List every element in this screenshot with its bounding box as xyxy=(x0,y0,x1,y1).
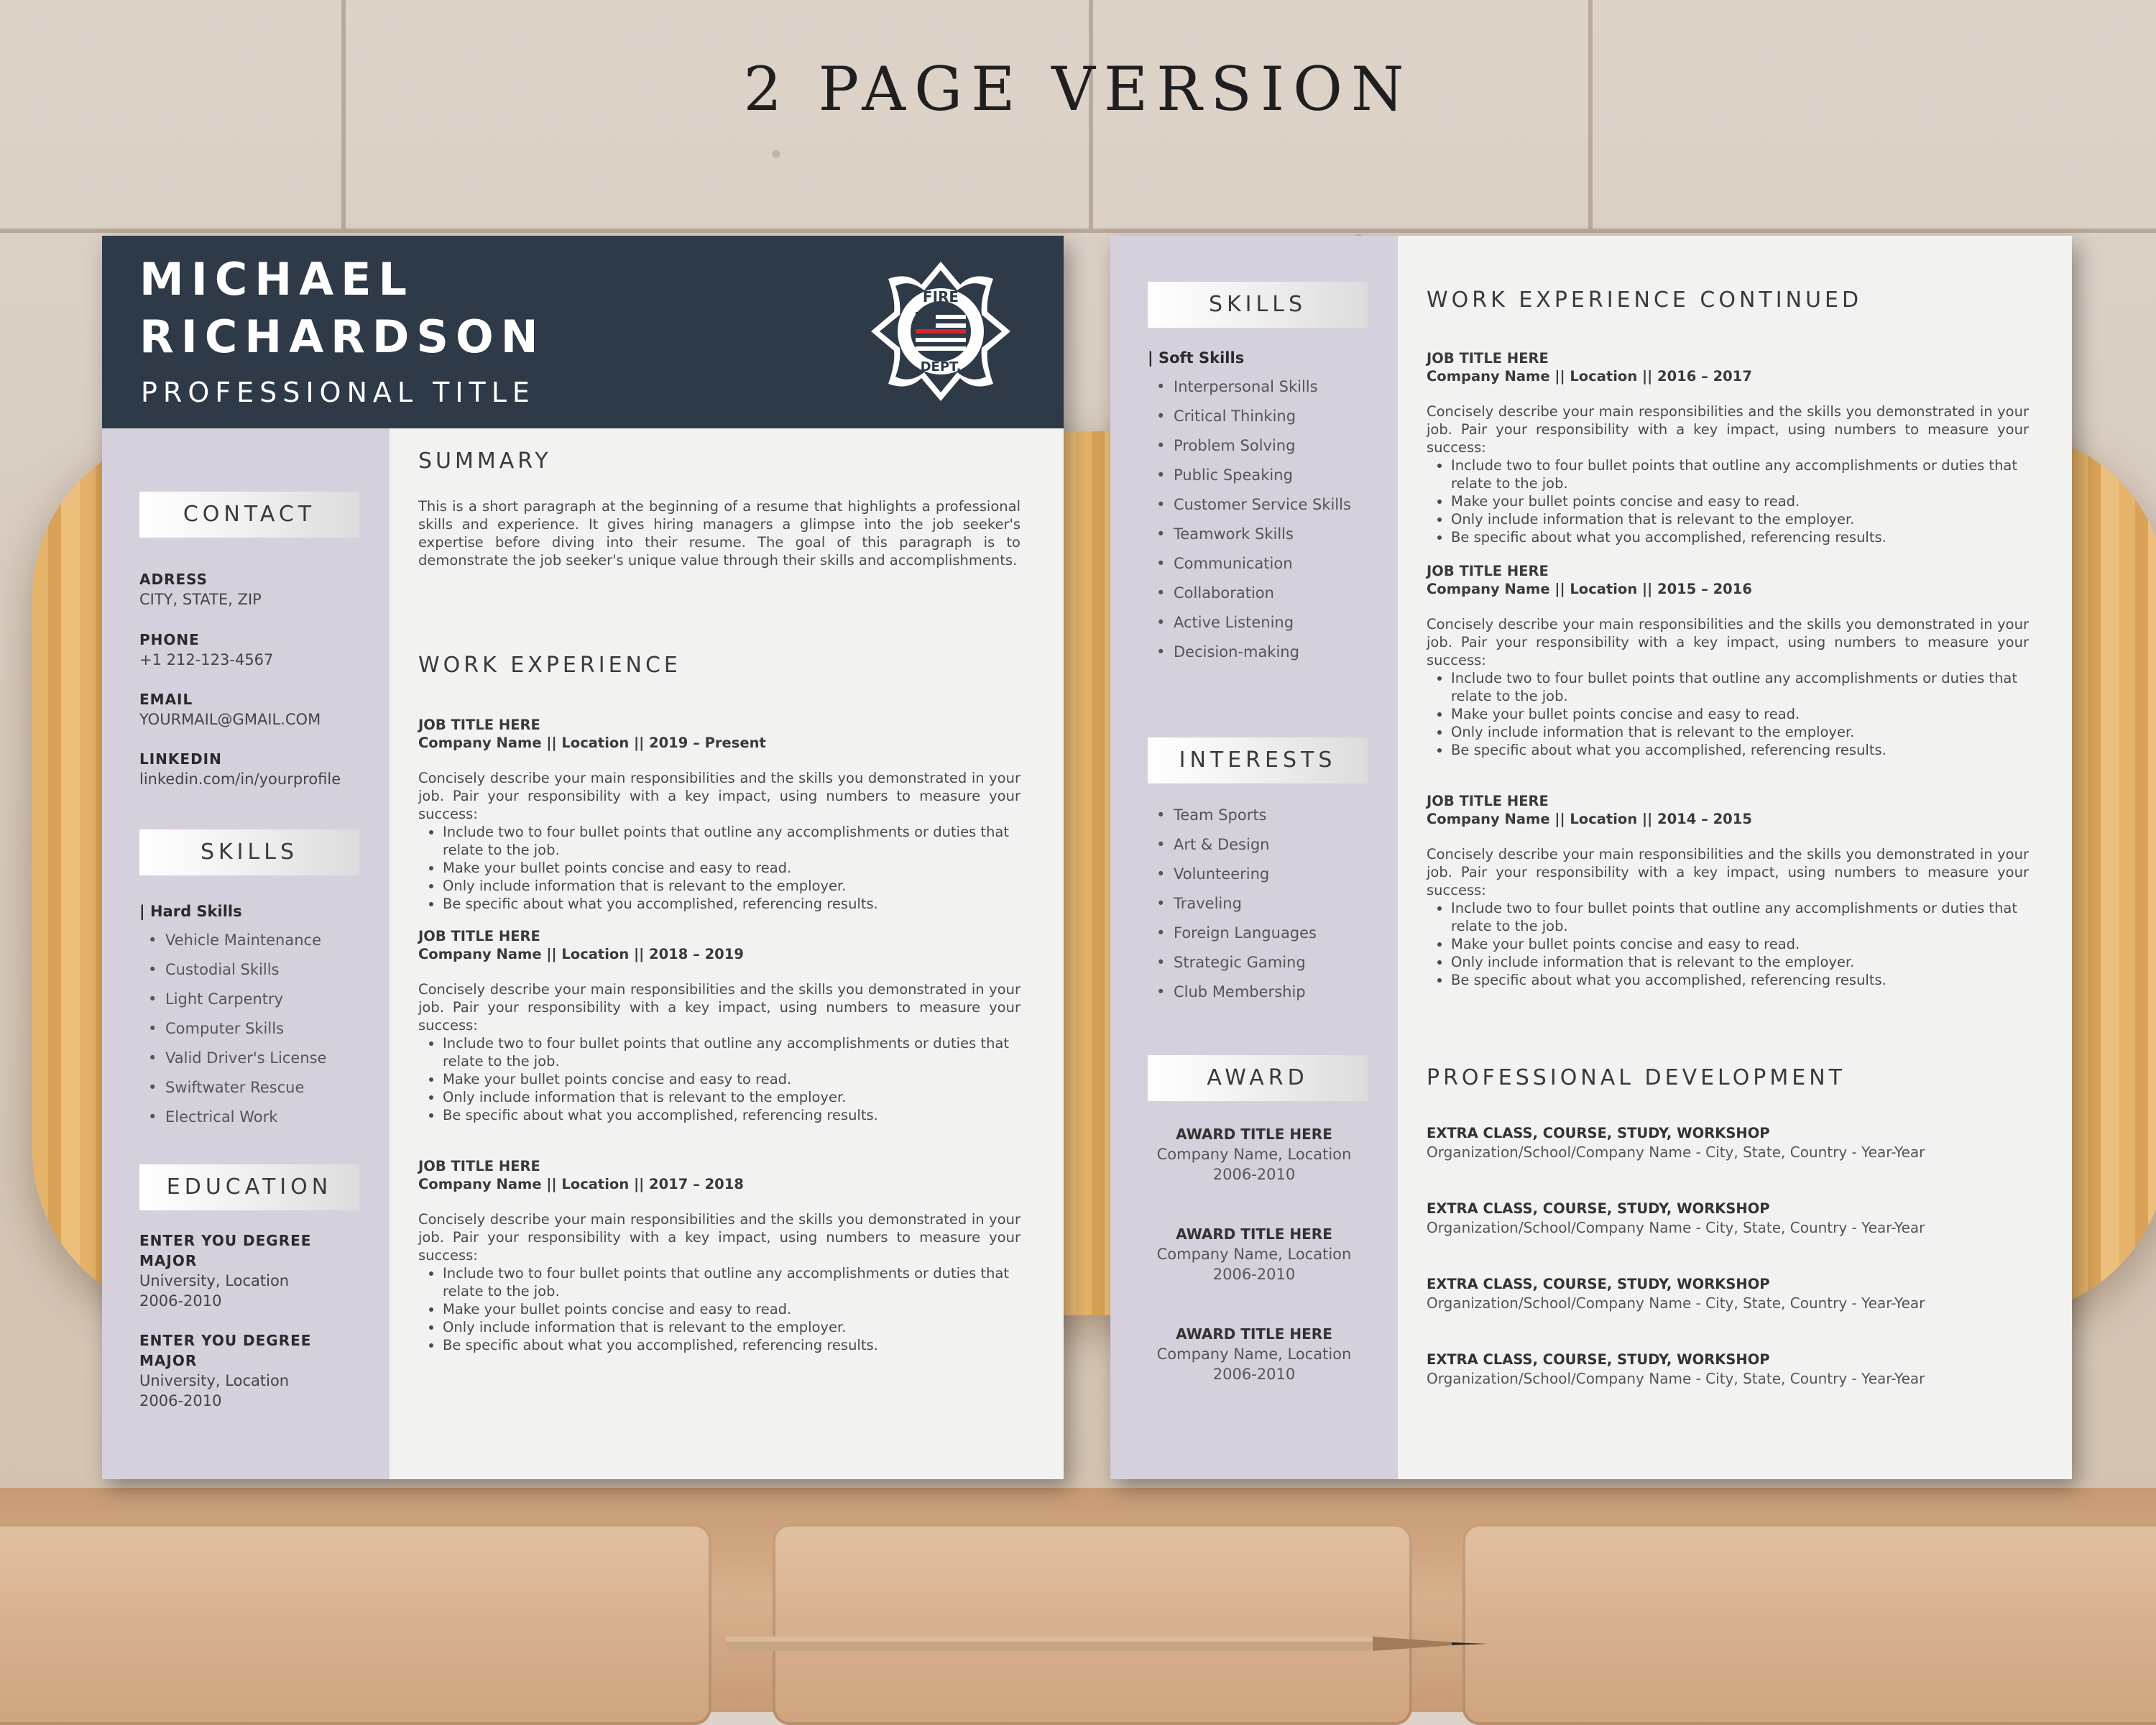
stone-floor-background xyxy=(0,1488,2156,1712)
list-item: • Foreign Languages xyxy=(1148,919,1378,948)
education-entry xyxy=(139,1230,369,1311)
education-entry xyxy=(139,1330,369,1411)
job-bullets xyxy=(418,823,1021,913)
major: MAJOR xyxy=(139,1352,198,1369)
list-item: • Include two to four bullet points that outline any accomplishments or duties that relate to the job. xyxy=(443,823,1021,859)
award-company: Company Name, Location xyxy=(1156,1146,1352,1163)
list-item: • Only include information that is relevant to the employer. xyxy=(443,1318,1021,1336)
award-entry xyxy=(1139,1324,1369,1384)
address-value: CITY, STATE, ZIP xyxy=(139,591,262,608)
work-experience-heading: WORK EXPERIENCE xyxy=(418,653,681,678)
list-item: • Include two to four bullet points that outline any accomplishments or duties that relate to the job. xyxy=(443,1264,1021,1300)
contact-address xyxy=(139,571,369,608)
list-item: • Computer Skills xyxy=(139,1014,369,1044)
years: 2006-2010 xyxy=(139,1392,222,1409)
list-item: • Make your bullet points concise and easy to read. xyxy=(1451,492,2029,510)
job-bullets xyxy=(1427,899,2029,989)
list-item: • Be specific about what you accomplished, referencing results. xyxy=(1451,528,2029,546)
job-company: Company Name || Location || 2018 – 2019 xyxy=(418,946,744,962)
list-item: • Valid Driver's License xyxy=(139,1044,369,1073)
award-entry xyxy=(1139,1224,1369,1284)
award-heading: AWARD xyxy=(1148,1055,1368,1101)
job-description: Concisely describe your main responsibilities and the skills you demonstrated in your job. Pair your responsibility with a key impact, using numbers to measure your success: xyxy=(418,981,1021,1034)
skills-heading: SKILLS xyxy=(1148,282,1368,328)
job-company: Company Name || Location || 2014 – 2015 xyxy=(1427,811,1752,827)
pencil-icon xyxy=(726,1633,1488,1655)
list-item: • Be specific about what you accomplished, referencing results. xyxy=(443,1106,1021,1124)
job-description: Concisely describe your main responsibilities and the skills you demonstrated in your job. Pair your responsibility with a key impact, using numbers to measure your success: xyxy=(418,770,1021,822)
list-item: • Traveling xyxy=(1148,889,1378,919)
education-heading: EDUCATION xyxy=(139,1164,359,1210)
list-item: • Active Listening xyxy=(1148,608,1378,638)
linkedin-value: linkedin.com/in/yourprofile xyxy=(139,770,341,788)
hard-skills-list xyxy=(139,926,369,1132)
summary-text-block xyxy=(418,497,1021,569)
hard-skills-block xyxy=(139,903,369,1132)
list-item: • Communication xyxy=(1148,549,1378,579)
job-description: Concisely describe your main responsibilities and the skills you demonstrated in your job. Pair your responsibility with a key impact, using numbers to measure your success: xyxy=(1427,616,2029,668)
pd-title: EXTRA CLASS, COURSE, STUDY, WORKSHOP xyxy=(1427,1200,1770,1217)
hard-skills-label: | Hard Skills xyxy=(139,903,242,920)
list-item: • Be specific about what you accomplished, referencing results. xyxy=(1451,971,2029,989)
professional-title: PROFESSIONAL TITLE xyxy=(141,377,535,408)
list-item: • Only include information that is relevant to the employer. xyxy=(1451,510,2029,528)
job-title: JOB TITLE HERE xyxy=(418,928,540,944)
list-item: • Include two to four bullet points that outline any accomplishments or duties that relate to the job. xyxy=(1451,456,2029,492)
list-item: • Be specific about what you accomplished, referencing results. xyxy=(443,895,1021,913)
list-item: • Team Sports xyxy=(1148,801,1378,830)
list-item: • Only include information that is relevant to the employer. xyxy=(443,877,1021,895)
list-item: • Club Membership xyxy=(1148,978,1378,1007)
job-entry xyxy=(1427,562,2029,759)
contact-linkedin xyxy=(139,750,369,788)
award-years: 2006-2010 xyxy=(1212,1366,1296,1383)
list-item: • Light Carpentry xyxy=(139,985,369,1014)
list-item: • Art & Design xyxy=(1148,830,1378,860)
job-bullets xyxy=(418,1034,1021,1124)
job-company: Company Name || Location || 2016 – 2017 xyxy=(1427,368,1752,385)
job-entry xyxy=(418,1157,1021,1354)
linkedin-label: LINKEDIN xyxy=(139,750,222,768)
logo-bottom-text: DEPT. xyxy=(920,359,962,374)
school: University, Location xyxy=(139,1372,290,1389)
list-item: • Public Speaking xyxy=(1148,461,1378,490)
list-item: • Decision-making xyxy=(1148,638,1378,667)
degree: ENTER YOU DEGREE xyxy=(139,1332,312,1349)
pd-entry xyxy=(1427,1275,2030,1312)
pd-title: EXTRA CLASS, COURSE, STUDY, WORKSHOP xyxy=(1427,1276,1770,1292)
job-entry xyxy=(418,927,1021,1124)
list-item: • Custodial Skills xyxy=(139,955,369,985)
school: University, Location xyxy=(139,1272,290,1289)
resume-page-2 xyxy=(1110,236,2072,1479)
soft-skills-block xyxy=(1148,349,1378,667)
list-item: • Teamwork Skills xyxy=(1148,520,1378,549)
pd-organization: Organization/School/Company Name - City, State, Country - Year-Year xyxy=(1427,1294,1925,1312)
job-company: Company Name || Location || 2015 – 2016 xyxy=(1427,581,1752,597)
pd-organization: Organization/School/Company Name - City, State, Country - Year-Year xyxy=(1427,1144,1925,1161)
list-item: • Only include information that is relevant to the employer. xyxy=(1451,723,2029,741)
pd-organization: Organization/School/Company Name - City, State, Country - Year-Year xyxy=(1427,1219,1925,1236)
list-item: • Volunteering xyxy=(1148,860,1378,889)
job-bullets xyxy=(1427,669,2029,759)
list-item: • Be specific about what you accomplished, referencing results. xyxy=(1451,741,2029,759)
contact-phone xyxy=(139,631,369,668)
job-company: Company Name || Location || 2017 – 2018 xyxy=(418,1176,744,1192)
list-item: • Problem Solving xyxy=(1148,431,1378,461)
pd-entry xyxy=(1427,1351,2030,1388)
list-item: • Make your bullet points concise and easy to read. xyxy=(443,859,1021,877)
soft-skills-label: | Soft Skills xyxy=(1148,349,1245,367)
address-label: ADRESS xyxy=(139,571,208,588)
list-item: • Make your bullet points concise and easy to read. xyxy=(1451,705,2029,723)
list-item: • Make your bullet points concise and easy to read. xyxy=(443,1070,1021,1088)
pd-title: EXTRA CLASS, COURSE, STUDY, WORKSHOP xyxy=(1427,1125,1770,1141)
award-title: AWARD TITLE HERE xyxy=(1176,1225,1332,1243)
award-company: Company Name, Location xyxy=(1156,1246,1352,1263)
list-item: • Collaboration xyxy=(1148,579,1378,608)
skills-heading: SKILLS xyxy=(139,829,359,875)
list-item: • Critical Thinking xyxy=(1148,402,1378,431)
list-item: • Swiftwater Rescue xyxy=(139,1073,369,1103)
job-title: JOB TITLE HERE xyxy=(1427,793,1549,809)
list-item: • Customer Service Skills xyxy=(1148,490,1378,520)
fire-dept-maltese-cross-icon xyxy=(865,256,1016,407)
job-description: Concisely describe your main responsibilities and the skills you demonstrated in your job. Pair your responsibility with a key impact, using numbers to measure your success: xyxy=(1427,403,2029,456)
phone-value: +1 212-123-4567 xyxy=(139,651,274,668)
job-entry xyxy=(1427,792,2029,989)
list-item: • Make your bullet points concise and easy to read. xyxy=(1451,935,2029,953)
email-value: YOURMAIL@GMAIL.COM xyxy=(139,711,321,728)
list-item: • Only include information that is relevant to the employer. xyxy=(1451,953,2029,971)
list-item: • Strategic Gaming xyxy=(1148,948,1378,978)
list-item: • Vehicle Maintenance xyxy=(139,926,369,955)
interests-heading: INTERESTS xyxy=(1148,737,1368,783)
interests-list xyxy=(1148,801,1378,1007)
first-name: MICHAEL xyxy=(139,253,414,305)
award-title: AWARD TITLE HERE xyxy=(1176,1325,1332,1343)
logo-top-text: FIRE xyxy=(922,288,959,305)
work-continued-heading: WORK EXPERIENCE CONTINUED xyxy=(1427,288,1863,313)
pd-title: EXTRA CLASS, COURSE, STUDY, WORKSHOP xyxy=(1427,1351,1770,1368)
job-bullets xyxy=(1427,456,2029,546)
soft-skills-list xyxy=(1148,372,1378,667)
list-item: • Be specific about what you accomplished, referencing results. xyxy=(443,1336,1021,1354)
job-entry xyxy=(1427,349,2029,546)
job-bullets xyxy=(418,1264,1021,1354)
list-item: • Include two to four bullet points that outline any accomplishments or duties that relate to the job. xyxy=(1451,669,2029,705)
resume-header xyxy=(102,236,1064,428)
list-item: • Interpersonal Skills xyxy=(1148,372,1378,402)
job-entry xyxy=(418,716,1021,913)
job-title: JOB TITLE HERE xyxy=(1427,563,1549,579)
contact-email xyxy=(139,691,369,728)
job-title: JOB TITLE HERE xyxy=(1427,350,1549,367)
contact-heading: CONTACT xyxy=(139,492,359,538)
award-entry xyxy=(1139,1124,1369,1184)
banner-title: 2 PAGE VERSION xyxy=(743,54,1413,124)
job-title: JOB TITLE HERE xyxy=(418,1158,540,1174)
interests-block xyxy=(1148,801,1378,1007)
list-item: • Include two to four bullet points that outline any accomplishments or duties that relate to the job. xyxy=(443,1034,1021,1070)
major: MAJOR xyxy=(139,1252,198,1269)
award-title: AWARD TITLE HERE xyxy=(1176,1126,1332,1143)
pd-entry xyxy=(1427,1200,2030,1237)
award-years: 2006-2010 xyxy=(1212,1266,1296,1283)
degree: ENTER YOU DEGREE xyxy=(139,1232,312,1249)
professional-development-heading: PROFESSIONAL DEVELOPMENT xyxy=(1427,1065,1846,1090)
award-years: 2006-2010 xyxy=(1212,1166,1296,1183)
list-item: • Only include information that is relevant to the employer. xyxy=(443,1088,1021,1106)
resume-page-1 xyxy=(102,236,1064,1479)
job-description: Concisely describe your main responsibilities and the skills you demonstrated in your job. Pair your responsibility with a key impact, using numbers to measure your success: xyxy=(418,1211,1021,1264)
list-item: • Make your bullet points concise and easy to read. xyxy=(443,1300,1021,1318)
email-label: EMAIL xyxy=(139,691,193,708)
pd-entry xyxy=(1427,1124,2030,1162)
job-description: Concisely describe your main responsibilities and the skills you demonstrated in your job. Pair your responsibility with a key impact, using numbers to measure your success: xyxy=(1427,846,2029,898)
list-item: • Include two to four bullet points that outline any accomplishments or duties that relate to the job. xyxy=(1451,899,2029,935)
list-item: • Electrical Work xyxy=(139,1103,369,1132)
award-company: Company Name, Location xyxy=(1156,1346,1352,1363)
pd-organization: Organization/School/Company Name - City, State, Country - Year-Year xyxy=(1427,1370,1925,1387)
summary-heading: SUMMARY xyxy=(418,448,552,474)
years: 2006-2010 xyxy=(139,1292,222,1310)
job-title: JOB TITLE HERE xyxy=(418,717,540,733)
phone-label: PHONE xyxy=(139,631,200,648)
job-company: Company Name || Location || 2019 – Present xyxy=(418,735,766,751)
summary-text: This is a short paragraph at the beginning of a resume that highlights a professional skills and experience. It gives hiring managers a glimpse into the job seeker's expertise before diving into their resume. The goal of this paragraph is to demonstrate the job seeker's unique value through their skills and accomplishments. xyxy=(418,498,1021,569)
last-name: RICHARDSON xyxy=(139,310,545,363)
